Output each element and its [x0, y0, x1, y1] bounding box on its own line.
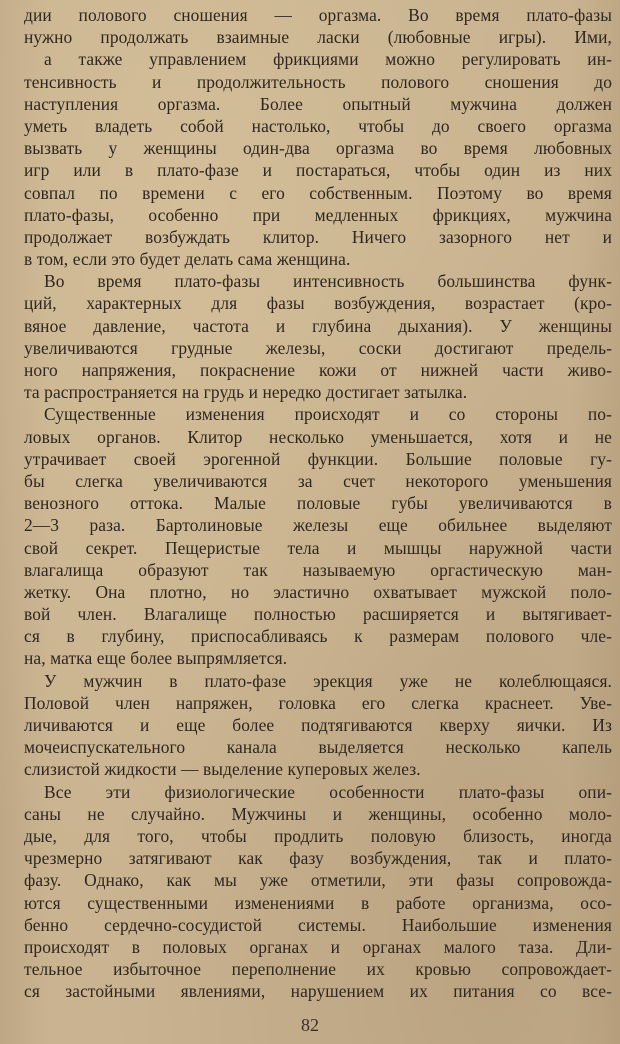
text-line: дые, для того, чтобы продлить половую близость, иногда	[24, 825, 612, 846]
text-line: уметь владеть собой настолько, чтобы до своего оргазма	[24, 115, 612, 136]
text-line: Половой член напряжен, головка его слегка краснеет. Уве-	[24, 692, 612, 713]
text-line: ного напряжения, покраснение кожи от нижней части живо-	[24, 360, 612, 380]
text-line: дии полового сношения — оргазма. Во время плато-фазы	[24, 5, 612, 25]
text-line: ций, характерных для фазы возбуждения, возрастает (кро-	[24, 293, 612, 314]
text-line: в том, если это будет делать сама женщина.	[24, 249, 351, 270]
text-line: та распространяется на грудь и нередко достигает затылка.	[24, 382, 468, 403]
text-line: совпал по времени с его собственным. Поэтому во время	[24, 182, 612, 203]
text-line: саны не случайно. Мужчины и женщины, особенно моло-	[24, 803, 612, 824]
text-line: ся в глубину, приспосабливаясь к размерам полового чле-	[24, 626, 612, 647]
text-line: а также управлением фрикциями можно регулировать ин-	[44, 49, 612, 70]
text-line: плато-фазы, особенно при медленных фрикциях, мужчина	[24, 204, 612, 225]
paragraph	[24, 670, 612, 781]
text-line: личиваются и еще более подтягиваются кверху яички. Из	[24, 715, 612, 735]
text-line: ются существенными изменениями в работе организма, осо-	[24, 892, 612, 913]
text-line: ловых органов. Клитор несколько уменьшается, хотя и не	[24, 426, 612, 447]
text-line: слизистой жидкости — выделение куперовых желез.	[24, 759, 421, 780]
text-line: Все эти физиологические особенности плато-фазы опи-	[44, 781, 612, 802]
paragraph	[24, 781, 612, 1003]
text-line: бы слегка увеличиваются за счет некоторого уменьшения	[24, 470, 612, 491]
text-line: тенсивность и продолжительность полового сношения до	[24, 71, 612, 92]
paragraph	[24, 270, 612, 403]
text-line: вой член. Влагалище полностью расширяется и вытягивает-	[24, 604, 612, 625]
text-line: У мужчин в плато-фазе эрекция уже не колеблющаяся.	[44, 670, 612, 691]
text-line: свой секрет. Пещеристые тела и мышцы наружной части	[24, 537, 612, 558]
body-text	[24, 4, 612, 1002]
text-line: жетку. Она плотно, но эластично охватывает мужской поло-	[24, 581, 612, 602]
text-line: наступления оргазма. Более опытный мужчина должен	[24, 93, 612, 114]
paragraph	[24, 4, 612, 270]
text-line: вызвать у женщины один-два оргазма во время любовных	[24, 138, 612, 159]
text-line: нужно продолжать взаимные ласки (любовные игры). Ими,	[24, 27, 612, 48]
text-line: чрезмерно затягивают как фазу возбуждения, так и плато-	[24, 848, 612, 869]
text-line: 2—3 раза. Бартолиновые железы еще обильнее выделяют	[24, 515, 612, 536]
text-line: тельное избыточное переполнение их кровью сопровождает-	[24, 959, 612, 980]
text-line: ся застойными явлениями, нарушением их питания со все-	[24, 981, 612, 1002]
text-line: игр или в плато-фазе и постараться, чтобы один из них	[24, 160, 612, 181]
text-line: происходят в половых органах и органах малого таза. Дли-	[24, 936, 612, 957]
page-number: 82	[301, 1015, 319, 1035]
paragraph	[24, 403, 612, 669]
text-line: венозного оттока. Малые половые губы увеличиваются в	[24, 493, 612, 514]
text-line: увеличиваются грудные железы, соски достигают предель-	[24, 337, 612, 358]
text-line: вяное давление, частота и глубина дыхания). У женщины	[24, 315, 612, 336]
text-line: утрачивает своей эрогенной функции. Большие половые гу-	[24, 448, 612, 469]
text-line: бенно сердечно-сосудистой системы. Наибольшие изменения	[24, 914, 612, 935]
text-line: Во время плато-фазы интенсивность большинства функ-	[44, 271, 612, 292]
text-line: фазу. Однако, как мы уже отметили, эти фазы сопровожда-	[24, 870, 612, 891]
text-line: Существенные изменения происходят и со стороны по-	[44, 404, 612, 425]
text-line: на, матка еще более выпрямляется.	[24, 648, 288, 669]
text-line: продолжает возбуждать клитор. Ничего зазорного нет и	[24, 226, 612, 247]
text-line: влагалища образуют так называемую оргастическую ман-	[24, 559, 612, 580]
text-line: мочеиспускательного канала выделяется несколько капель	[24, 737, 612, 758]
